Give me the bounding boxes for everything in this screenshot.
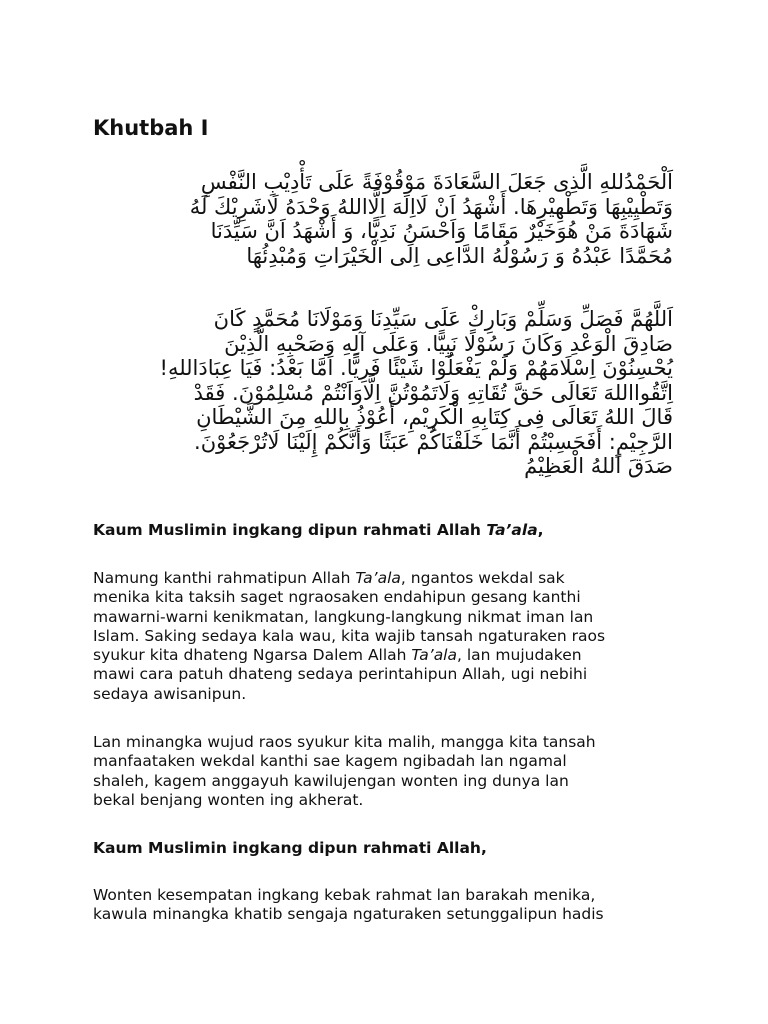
arabic-line: الرَّجِيْمِ: أَفَحَسِبْتُمْ أَنَّمَا خَلَقْنَاكُمْ عَبَثًا وَأَنَّكُمْ إِلَيْنَا لَاتُرْجَعُوْنَ. xyxy=(194,429,673,454)
text-run: , lan mujudaken xyxy=(457,646,582,665)
arabic-line: مُحَمَّدًا عَبْدُهُ وَ رَسُوْلُهُ الدَّاعِى اِلَى الْخَيْرَاتِ وَمُبْدِئُهَا xyxy=(246,243,673,268)
section-subheading: Kaum Muslimin ingkang dipun rahmati Allah, xyxy=(93,839,487,857)
paragraph-line: menika kita taksih saget ngraosaken endahipun gesang kanthi xyxy=(93,588,581,607)
arabic-line: وَتَطْيِيْبِهَا وَتَطْهِيْرِهَا. أَشْهَدُ اَنْ لَااِلَهَ اِلَّااللهُ وَحْدَهُ لَاشَرِيْكَ لَهُ xyxy=(189,194,673,219)
paragraph-line: mawarni-warni kenikmatan, langkung-langkung nikmat iman lan xyxy=(93,607,594,626)
italic-run: Ta’ala xyxy=(411,646,457,665)
arabic-shalawat-and-wasiat xyxy=(93,307,673,479)
arabic-opening-praise xyxy=(93,170,673,268)
section-subheading xyxy=(93,521,544,539)
arabic-line: اَللَّهُمَّ فَصَلِّ وَسَلِّمْ وَبَارِكْ عَلَى سَيِّدِنَا وَمَوْلَانَا مُحَمَّدٍ كَانَ xyxy=(213,307,673,331)
italic-run: Ta’ala xyxy=(355,569,401,587)
paragraph-line xyxy=(93,646,673,665)
paragraph-line: sedaya awisanipun. xyxy=(93,684,247,703)
paragraph-line: shaleh, kagem anggayuh kawilujengan wonten ing dunya lan xyxy=(93,771,569,790)
arabic-line: اِتَّقُوااللهَ تَعَالَى حَقَّ تُقَاتِهِ وَلَاتَمُوْتُنَّ اِلَّاوَاَنْتُمْ مُسْلِمُوْنَ. فَقَدْ xyxy=(193,380,673,405)
paragraph xyxy=(93,569,673,704)
arabic-line: قَالَ اللهُ تَعَالَى فِى كِتَابِهِ الْكَرِيْمِ، أَعُوْذُ بِاللهِ مِنَ الشَّيْطَانِ xyxy=(196,405,673,429)
subheading-punctuation: , xyxy=(537,521,544,539)
paragraph xyxy=(93,733,673,810)
paragraph-line: mawi cara patuh dhateng sedaya perintahipun Allah, ugi nebihi xyxy=(93,665,588,684)
paragraph-line: Lan minangka wujud raos syukur kita malih, mangga kita tansah xyxy=(93,733,596,751)
arabic-line: اَلْحَمْدُللهِ الَّذِى جَعَلَ السَّعَادَةَ مَوْقُوْفَةً عَلَى تَأْدِيْبِ النَّفْسِ xyxy=(200,170,673,194)
subheading-italic: Ta’ala xyxy=(486,521,538,539)
paragraph-line: Wonten kesempatan ingkang kebak rahmat lan barakah menika, xyxy=(93,886,596,904)
paragraph-line xyxy=(93,569,673,588)
arabic-line: شَهَادَةَ مَنْ هُوَخَيْرٌ مَقَامًا وَاَحْسَنُ نَدِيًّا، وَ أَشْهَدُ اَنَّ سَيِّدَنَا xyxy=(210,219,673,243)
paragraph-line: manfaataken wekdal kanthi sae kagem ngibadah lan ngamal xyxy=(93,752,567,771)
arabic-line: يُحْسِنُوْنَ اِسْلَامَهُمْ وَلَمْ يَفْعَلُوْا شَيْئًا فَرِيًّا. اَمَّا بَعْدُ: فَيَا عِبَادَاللهِ! xyxy=(159,356,673,380)
page-title: Khutbah I xyxy=(93,116,209,140)
arabic-line: صَادِقَ الْوَعْدِ وَكَانَ رَسُوْلًا نَبِيًّا. وَعَلَى آلِهِ وَصَحْبِهِ الَّذِيْنَ xyxy=(224,331,673,356)
paragraph-line: bekal benjang wonten ing akherat. xyxy=(93,790,364,809)
paragraph xyxy=(93,886,673,925)
text-run: , ngantos wekdal sak xyxy=(400,569,565,587)
paragraph-line: kawula minangka khatib sengaja ngaturaken setunggalipun hadis xyxy=(93,905,604,924)
arabic-line: صَدَقَ اَللهُ الْعَظِيْمُ xyxy=(524,454,673,478)
text-run: syukur kita dhateng Ngarsa Dalem Allah xyxy=(93,646,412,665)
paragraph-line: Islam. Saking sedaya kala wau, kita wajib tansah ngaturaken raos xyxy=(93,626,606,645)
subheading-text: Kaum Muslimin ingkang dipun rahmati Allah xyxy=(93,521,487,539)
text-run: Namung kanthi rahmatipun Allah xyxy=(93,569,356,587)
